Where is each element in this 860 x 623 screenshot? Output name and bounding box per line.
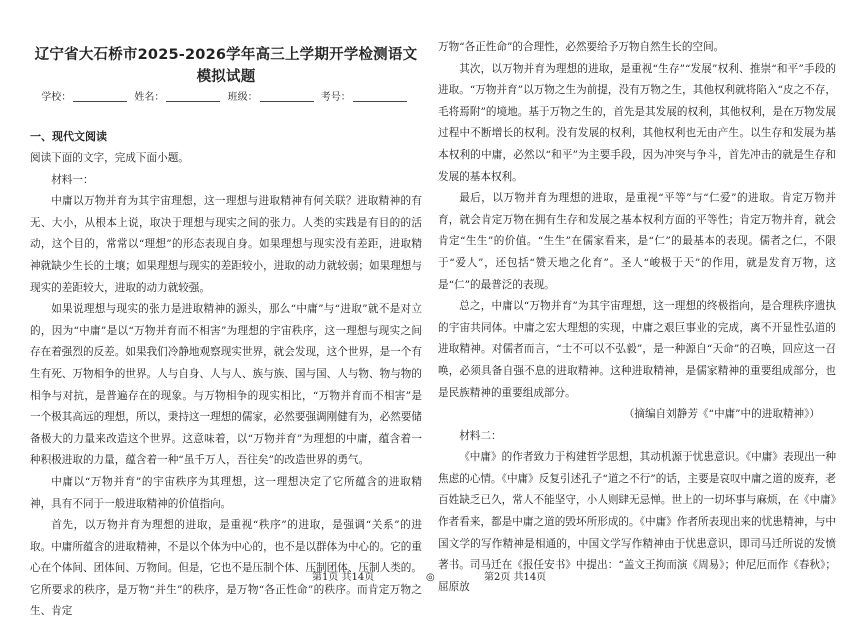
number-label: 考号： <box>320 92 351 103</box>
page-number-right: 第2页 共14页 <box>484 572 547 583</box>
material-2-label: 材料二： <box>459 429 502 442</box>
class-label: 班级： <box>227 92 258 103</box>
section-heading: 一、现代文阅读 <box>30 130 107 143</box>
name-blank <box>166 101 220 102</box>
class-blank <box>260 101 314 102</box>
number-blank <box>353 101 407 102</box>
paragraph: 中庸以万物并育为其宇宙理想，这一理想与进取精神有何关联？进取精神的有无、大小，从根本上说，取决于理想与现实之间的张力。人类的实践是有目的的活动，这个目的，常常以“理想”的形态表现自身。如果理想与现实没有差距，进取精神就缺少生长的土壤；如果理想与现实的差距较小，进取的动力就较弱；如果理想与现实的差距较大，进取的动力就较强。 <box>30 195 422 294</box>
paragraph: 总之，中庸以“万物并育”为其宇宙理想，这一理想的终极指向，是合理秩序遗执的宇宙共同体。中庸之宏大理想的实现，中庸之艰巨事业的完成，离不开显性弘道的进取精神。对儒者而言，“士不可以不弘毅”，是一种源自“天命”的召唤，回应这一召唤，必须具备自强不息的进取精神。这种进取精神，是儒家精神的重要组成部分，也是民族精神的重要组成部分。 <box>438 300 836 399</box>
paragraph: 万物“各正性命”的合理性，必然要给予万物自然生长的空间。 <box>438 41 725 53</box>
name-label: 姓名： <box>134 92 165 103</box>
paragraph: 首先，以万物并育为理想的进取，是重视“秩序”的进取，是强调“关系”的进取。中庸所蕴含的进取精神，不是以个体为中心的，也不是以群体为中心的。它的重心在个体间、团体间、万物间。但是，它也不是压制个体、压制团体、压制人类的。它所要求的秩序，是万物“并生”的秩序，是万物“各正性命”的秩序。而肯定万物之生、肯定 <box>30 519 422 618</box>
source-citation: （摘编自刘静芳《“中庸”中的进取精神》） <box>623 408 820 421</box>
paragraph: 其次，以万物并育为理想的进取，是重视“生存”“发展”权利、推崇“和平”手段的进取。“万物并育”以万物之生为前提，没有万物之生，其他权利就将陷入“皮之不存，毛将焉附”的境地。基于万物之生的，首先是其发展的权利，其他权利，是在万物发展过程中不断增长的权利。没有发展的权利，其他权利也无由产生。以生存和发展为基本权利的中庸，必然以“和平”为主要手段，因为冲突与争斗，首先冲击的就是生存和发展的基本权利。 <box>438 62 836 183</box>
material-1-label: 材料一： <box>51 173 94 186</box>
paragraph: 中庸以“万物并育”的宇宙秩序为其理想，这一理想决定了它所蕴含的进取精神，具有不同于一般进取精神的价值指向。 <box>30 475 422 510</box>
paragraph: 最后，以万物并育为理想的进取，是重视“平等”与“仁爱”的进取。肯定万物并育，就会肯定万物在拥有生存和发展之基本权利方面的平等性；肯定万物并育，就会肯定“生生”的价值。“生生”在儒家看来，是“仁”的最基本的表现。儒者之仁，不限于“爱人”，还包括“赞天地之化育”。圣人“峻极于天”的作用，就是发育万物，这是“仁”的最普泛的表现。 <box>438 192 836 291</box>
left-column <box>30 0 422 623</box>
page-number-left: 第1页 共14页 <box>312 572 375 583</box>
instruction: 阅读下面的文字，完成下面小题。 <box>30 152 189 164</box>
school-blank <box>73 101 127 102</box>
center-mark: ◎ <box>426 572 435 583</box>
student-info-line <box>30 88 422 108</box>
paragraph: 《中庸》的作者致力于构建哲学思想，其动机源于忧患意识。《中庸》表现出一种焦虑的心情。《中庸》反复引述孔子“道之不行”的话，主要是哀叹中庸之道的废弃，老百姓缺乏已久，常人不能坚守，小人则肆无忌惮。世上的一切坏事与麻烦，在《中庸》作者看来，都是中庸之道的毁坏所形成的。《中庸》作者所表现出来的忧患精神，与中国文学的写作精神是相通的，中国文学写作精神由于忧患意识，即司马迁所说的发愤著书。司马迁在《报任安书》中提出：“盖文王拘而演《周易》；仲尼厄而作《春秋》；屈原放 <box>438 451 836 593</box>
right-column <box>438 0 836 598</box>
exam-title: 辽宁省大石桥市2025-2026学年高三上学期开学检测语文模拟试题 <box>34 47 418 85</box>
paragraph: 如果说理想与现实的张力是进取精神的源头，那么“中庸”与“进取”就不是对立的，因为“中庸”是以“万物并育而不相害”为理想的宇宙秩序，这一理想与现实之间存在着强烈的反差。如果我们冷静地观察现实世界，就会发现，这个世界，是一个有生有死、万物相争的世界。人与自身、人与人、族与族、国与国、人与物、物与物的相争与对抗，是普遍存在的现象。与万物相争的现实相比，“万物并育而不相害”是一个极其高远的理想，所以，秉持这一理想的儒家，必然要强调刚健有为，必然要储备极大的力量来改造这个世界。这意味着，以“万物并育”为理想的中庸，蕴含着一种积极进取的力量，蕴含着一种“虽千万人，吾往矣”的改造世界的勇气。 <box>30 303 422 467</box>
school-label: 学校： <box>41 92 72 103</box>
